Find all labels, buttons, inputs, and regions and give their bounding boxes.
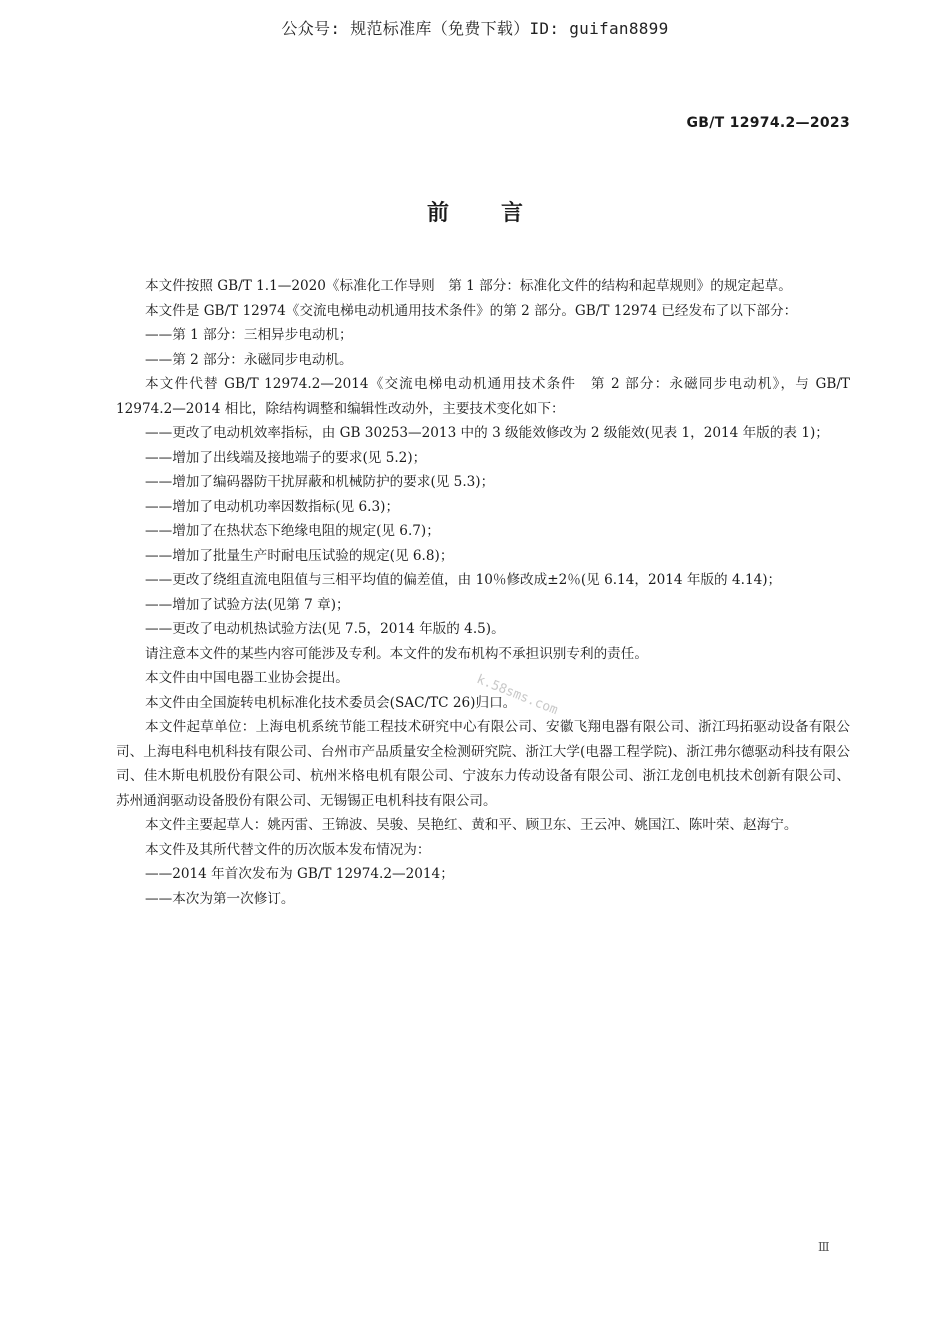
change-item: ——更改了绕组直流电阻值与三相平均值的偏差值，由 10％修改成±2％(见 6.14，2014 年版的 4.14)；: [145, 572, 782, 588]
history-item: ——本次为第一次修订。: [145, 890, 295, 907]
patent-notice: 请注意本文件的某些内容可能涉及专利。本文件的发布机构不承担识别专利的责任。: [145, 645, 648, 662]
centralized-by: 本文件由全国旋转电机标准化技术委员会(SAC/TC 26)归口。: [145, 694, 517, 711]
history-item: ——2014 年首次发布为 GB/T 12974.2—2014；: [145, 866, 454, 882]
drafting-units: 本文件起草单位：上海电机系统节能工程技术研究中心有限公司、安徽飞翔电器有限公司、浙江玛拓驱动设备有限公司、上海电科电机科技有限公司、台州市产品质量安全检测研究院、浙江大学(电器工程学院)、浙江弗尔德驱动科技有限公司、佳木斯电机股份有限公司、杭州米格电机有限公司、宁波东力传动设备有限公司、浙江龙创电机技术创新有限公司、苏州通润驱动设备股份有限公司、无锡锡正电机科技有限公司。: [116, 719, 850, 809]
faint-watermark: k.58sms.com: [474, 672, 560, 719]
intro-paragraph-1: 本文件按照 GB/T 1.1—2020《标准化工作导则 第 1 部分：标准化文件的结构和起草规则》的规定起草。: [145, 278, 792, 294]
change-item: ——增加了批量生产时耐电压试验的规定(见 6.8)；: [145, 547, 454, 564]
change-item: ——增加了在热状态下绝缘电阻的规定(见 6.7)；: [145, 523, 440, 539]
page-title: 前言: [426, 201, 575, 226]
change-item: ——增加了编码器防干扰屏蔽和机械防护的要求(见 5.3)；: [145, 474, 495, 490]
history-intro: 本文件及其所代替文件的历次版本发布情况为：: [145, 841, 431, 858]
change-item: ——增加了试验方法(见第 7 章)；: [145, 596, 350, 613]
change-item: ——更改了电动机热试验方法(见 7.5，2014 年版的 4.5)。: [145, 621, 505, 637]
proposed-by: 本文件由中国电器工业协会提出。: [145, 670, 349, 686]
change-item: ——更改了电动机效率指标，由 GB 30253—2013 中的 3 级能效修改为 2 级能效(见表 1，2014 年版的表 1)；: [145, 425, 829, 441]
replace-statement: 本文件代替 GB/T 12974.2—2014《交流电梯电动机通用技术条件 第 2 部分：永磁同步电动机》，与 GB/T 12974.2—2014 相比，除结构调整和编辑性改动外，主要技术变化如下：: [116, 376, 850, 417]
watermark-header: 公众号: 规范标准库（免费下载）ID: guifan8899: [281, 19, 669, 38]
foreword-body: [116, 274, 850, 911]
standard-number: GB/T 12974.2—2023: [686, 115, 850, 131]
part-item-2: ——第 2 部分：永磁同步电动机。: [145, 351, 353, 368]
change-item: ——增加了出线端及接地端子的要求(见 5.2)；: [145, 449, 427, 466]
drafters: 本文件主要起草人：姚丙雷、王锦波、吴骏、吴艳红、黄和平、顾卫东、王云冲、姚国江、陈叶荣、赵海宁。: [145, 817, 798, 833]
part-item-1: ——第 1 部分：三相异步电动机；: [145, 327, 353, 343]
intro-paragraph-2: 本文件是 GB/T 12974《交流电梯电动机通用技术条件》的第 2 部分。GB/T 12974 已经发布了以下部分：: [145, 302, 798, 319]
change-item: ——增加了电动机功率因数指标(见 6.3)；: [145, 498, 400, 515]
page-number: Ⅲ: [818, 1240, 830, 1254]
